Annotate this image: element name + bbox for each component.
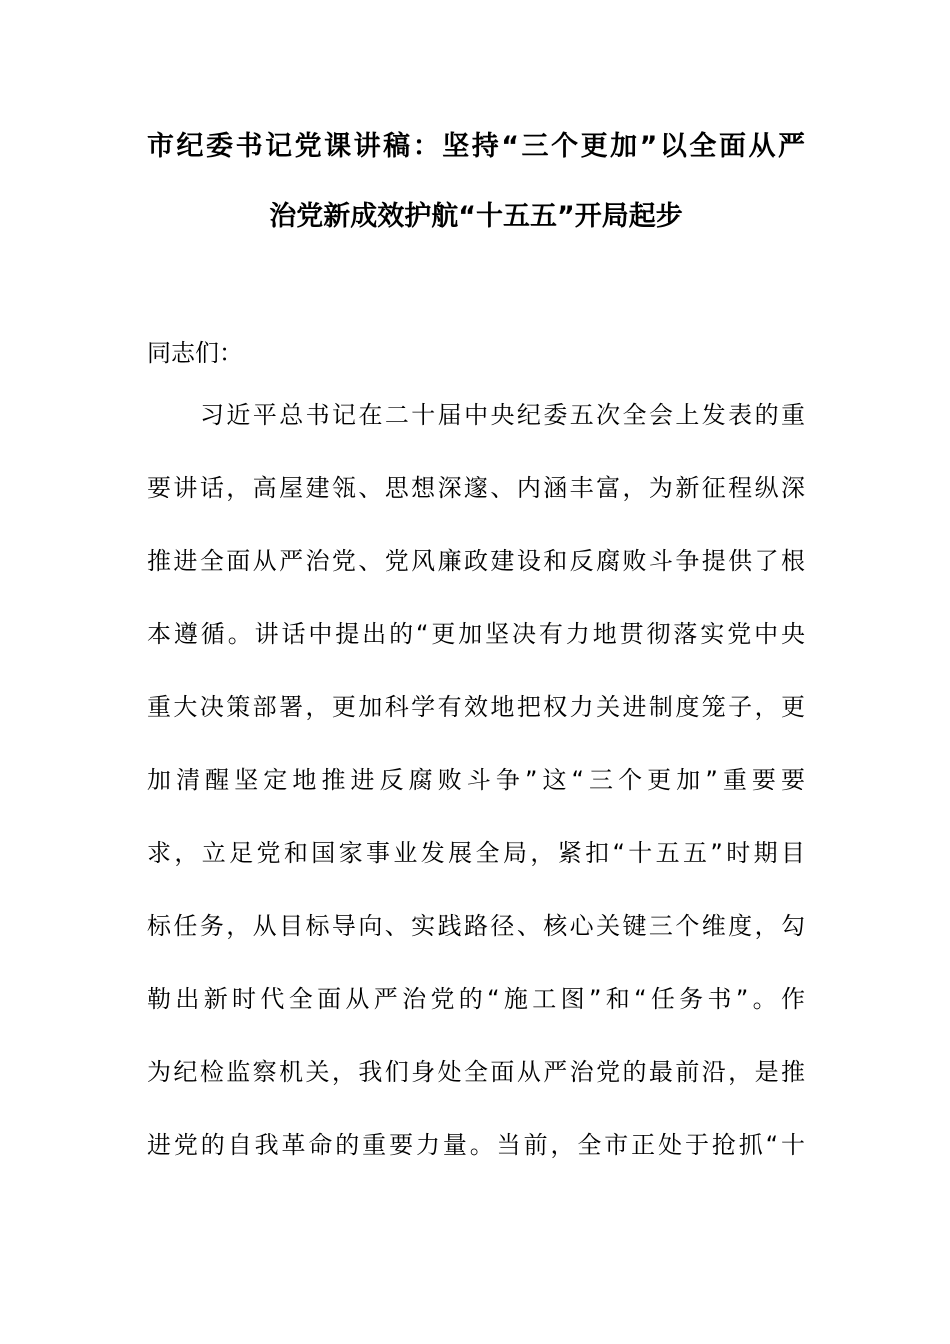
body-line: 本遵循。讲话中提出的“更加坚决有力地贯彻落实党中央 (147, 620, 805, 648)
body-line: 推进全面从严治党、党风廉政建设和反腐败斗争提供了根 (147, 547, 805, 575)
document-title-line-1: 市纪委书记党课讲稿：坚持“三个更加”以全面从严 (147, 131, 805, 162)
body-line: 勒出新时代全面从严治党的“施工图”和“任务书”。作 (147, 985, 805, 1013)
greeting: 同志们： (147, 339, 243, 367)
body-line: 标任务，从目标导向、实践路径、核心关键三个维度，勾 (147, 912, 805, 940)
body-line: 重大决策部署，更加科学有效地把权力关进制度笼子，更 (147, 693, 805, 721)
document-title-line-2: 治党新成效护航“十五五”开局起步 (269, 201, 683, 232)
body-line: 求，立足党和国家事业发展全局，紧扣“十五五”时期目 (147, 839, 805, 867)
body-line: 加清醒坚定地推进反腐败斗争”这“三个更加”重要要 (147, 766, 805, 794)
body-line: 习近平总书记在二十届中央纪委五次全会上发表的重 (200, 401, 805, 429)
body-line: 为纪检监察机关，我们身处全面从严治党的最前沿，是推 (147, 1058, 805, 1086)
body-line: 要讲话，高屋建瓴、思想深邃、内涵丰富，为新征程纵深 (147, 474, 805, 502)
body-line: 进党的自我革命的重要力量。当前，全市正处于抢抓“十 (147, 1131, 805, 1159)
